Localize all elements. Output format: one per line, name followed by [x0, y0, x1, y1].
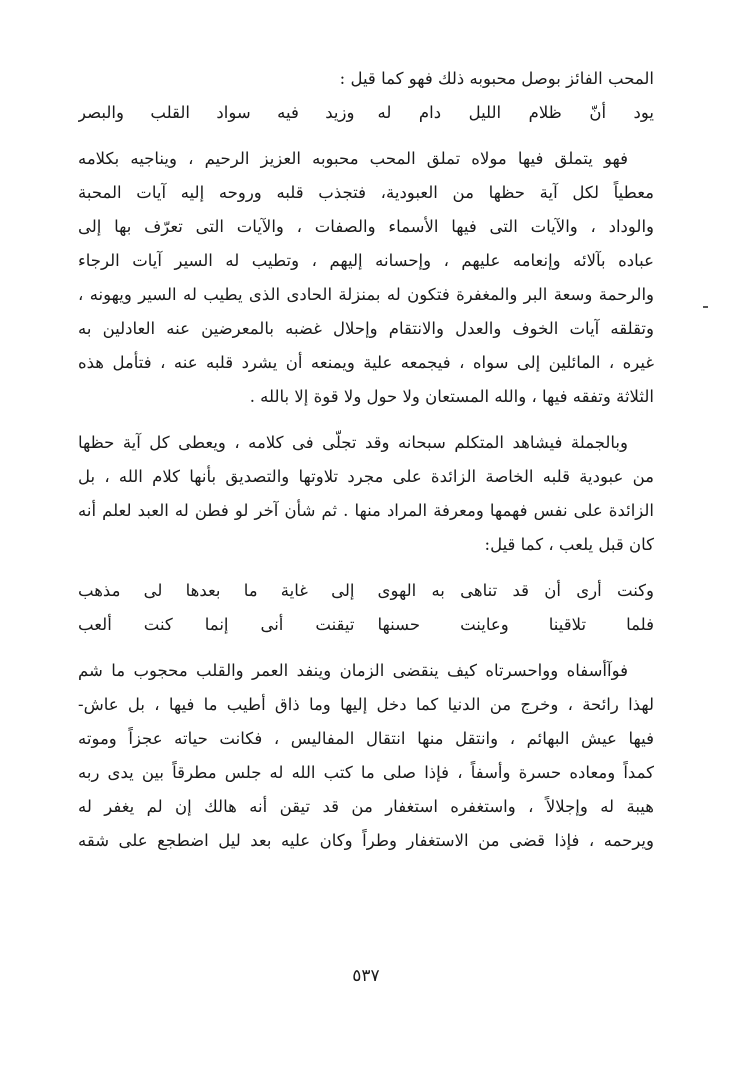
page-number: ٥٣٧: [352, 966, 380, 986]
text-line: المحب الفائز بوصل محبوبه ذلك فهو كما قيل :: [339, 69, 654, 88]
text-line: والرحمة وسعة البر والمغفرة فتكون له بمنزلة الحادى الذى يطيب له السير ويهونه ،: [78, 285, 654, 304]
verse-first-hemistich: وكنت أرى أن قد تناهى به الهوى: [377, 581, 654, 600]
page-body: [78, 62, 654, 858]
text-line: عباده بآلائه وإنعامه عليهم ، وإحسانه إليهم ، وتطيب له السير آيات الرجاء: [78, 251, 654, 270]
text-line: الثلاثة وتفقه فيها ، والله المستعان ولا حول ولا قوة إلا بالله .: [249, 387, 654, 406]
verse-first-hemistich: يود أنّ ظلام الليل دام له: [377, 103, 654, 122]
verse-first-hemistich: فلما تلاقينا وعاينت حسنها: [377, 615, 654, 634]
text-line: كان قبل يلعب ، كما قيل:: [484, 535, 654, 554]
text-line: الزائدة على نفس فهمها ومعرفة المراد منها . ثم شأن آخر لو فطن له العبد لعلم أنه: [78, 501, 654, 520]
text-line: غيره ، المائلين إلى سواه ، فيجمعه علية ويمنعه أن يشرد قلبه عنه ، فتأمل هذه: [78, 353, 654, 372]
verse-line: [78, 608, 654, 642]
margin-mark: [703, 306, 708, 308]
verse-line: [78, 96, 654, 130]
text-line: فهو يتملق فيها مولاه تملق المحب محبوبه العزيز الرحيم ، ويناجيه بكلامه: [78, 149, 628, 168]
text-line: فيها عيش البهائم ، وانتقل منها انتقال المفاليس ، فكانت حياته عجزاً وموته: [78, 729, 654, 748]
verse-second-hemistich: إلى غاية ما بعدها لى مذهب: [78, 581, 355, 600]
text-line: معطياً لكل آية حظها من العبودية، فتجذب قلبه وروحه إليه آيات المحبة: [78, 183, 654, 202]
text-line: كمداً ومعاده حسرة وأسفاً ، فإذا صلى ما كتب الله له جلس مطرقاً بين يدى ربه: [78, 763, 654, 782]
text-line: وبالجملة فيشاهد المتكلم سبحانه وقد تجلّى فى كلامه ، ويعطى كل آية حظها: [78, 433, 628, 452]
text-line: والوداد ، والآيات التى فيها الأسماء والصفات ، والآيات التى تعرّف بها إلى: [78, 217, 654, 236]
verse-second-hemistich: تيقنت أنى إنما كنت ألعب: [78, 615, 355, 634]
text-line: ويرحمه ، فإذا قضى من الاستغفار وطراً وكان عليه بعد ليل اضطجع على شقه: [78, 831, 654, 850]
text-line: من عبودية قلبه الخاصة الزائدة على مجرد تلاوتها والتصديق بأنها كلام الله ، بل: [78, 467, 654, 486]
verse-second-hemistich: وزيد فيه سواد القلب والبصر: [78, 103, 355, 122]
text-line: فوآأسفاه وواحسرتاه كيف ينقضى الزمان وينفد العمر والقلب محجوب ما شم: [78, 661, 628, 680]
verse-line: [78, 574, 654, 608]
text-line: هيبة له وإجلالاً ، واستغفره استغفار من قد تيقن أنه هالك إن لم يغفر له: [78, 797, 654, 816]
text-line: وتقلقه آيات الخوف والعدل والانتقام وإحلال غضبه بالمعرضين عنه العادلين به: [78, 319, 654, 338]
text-line: لهذا رائحة ، وخرج من الدنيا كما دخل إليها وما ذاق أطيب ما فيها ، بل عاش-: [78, 695, 654, 714]
